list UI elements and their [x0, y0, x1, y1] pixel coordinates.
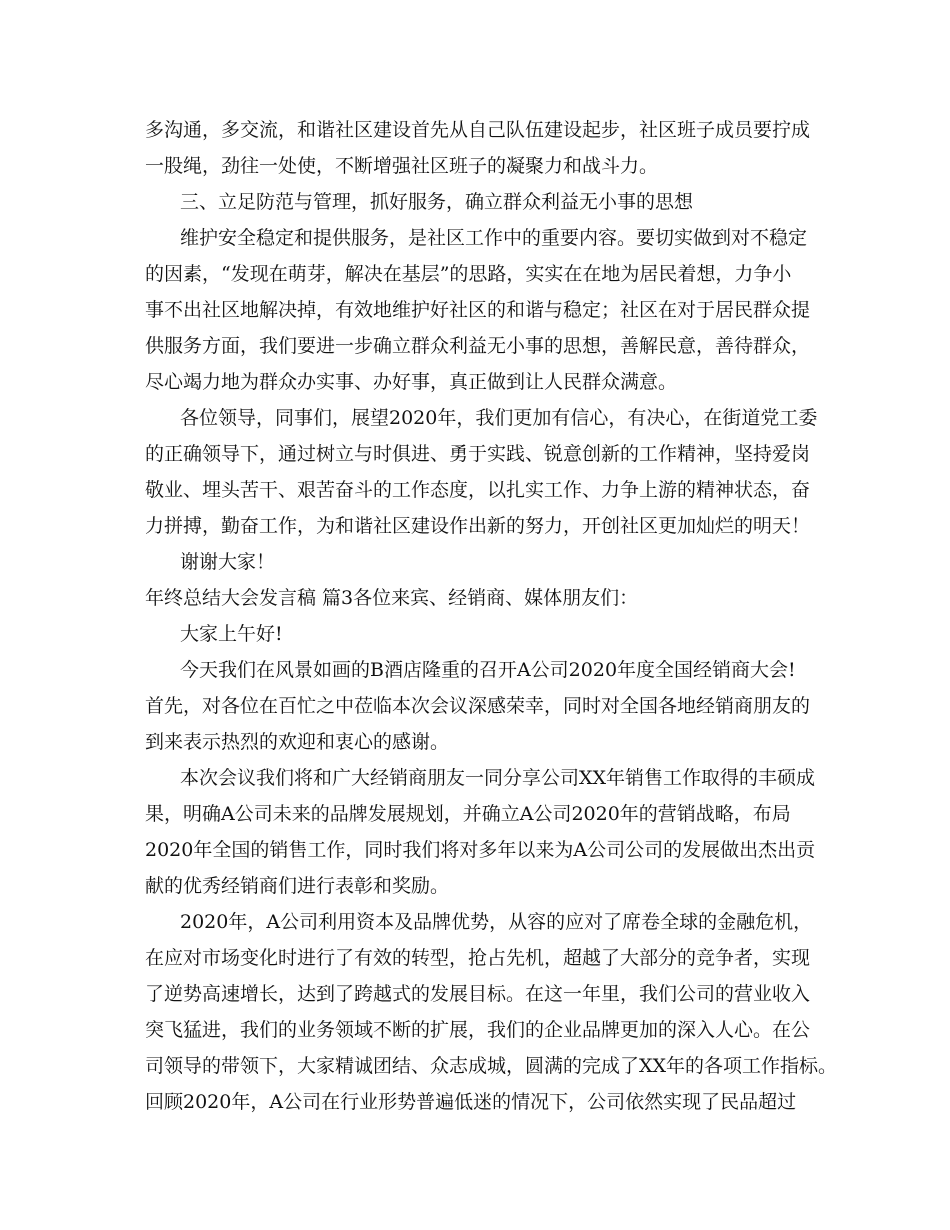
text-line: 的正确领导下，通过树立与时俱进、勇于实践、锐意创新的工作精神，坚持爱岗: [145, 443, 811, 465]
text-line: 一股绳，劲往一处使，不断增强社区班子的凝聚力和战斗力。: [145, 155, 659, 177]
text-line: 维护安全稳定和提供服务，是社区工作中的重要内容。要切实做到对不稳定: [180, 227, 808, 249]
text-line: 本次会议我们将和广大经销商朋友一同分享公司XX年销售工作取得的丰硕成: [180, 767, 816, 789]
text-line: 供服务方面，我们要进一步确立群众利益无小事的思想，善解民意，善待群众，: [145, 335, 811, 357]
text-line: 谢谢大家！: [180, 551, 276, 573]
text-line: 各位领导，同事们，展望2020年，我们更加有信心，有决心，在街道党工委: [180, 407, 818, 429]
text-line: 在应对市场变化时进行了有效的转型，抢占先机，超越了大部分的竞争者，实现: [145, 947, 811, 969]
text-line: 2020年全国的销售工作，同时我们将对多年以来为A公司公司的发展做出杰出贡: [145, 839, 816, 861]
text-line: 多沟通，多交流，和谐社区建设首先从自己队伍建设起步，社区班子成员要拧成: [145, 119, 811, 141]
text-line: 了逆势高速增长，达到了跨越式的发展目标。在这一年里，我们公司的营业收入: [145, 983, 811, 1005]
text-line: 力拼搏，勤奋工作，为和谐社区建设作出新的努力，开创社区更加灿烂的明天！: [145, 515, 811, 537]
text-line: 事不出社区地解决掉，有效地维护好社区的和谐与稳定；社区在对于居民群众提: [145, 299, 811, 321]
text-line: 敬业、埋头苦干、艰苦奋斗的工作态度，以扎实工作、力争上游的精神状态，奋: [145, 479, 811, 501]
text-line: 果，明确A公司未来的品牌发展规划，并确立A公司2020年的营销战略，布局: [145, 803, 791, 825]
text-line: 的因素，“发现在萌芽，解决在基层”的思路，实实在在地为居民着想，力争小: [145, 263, 792, 285]
section-heading: 三、立足防范与管理，抓好服务，确立群众利益无小事的思想: [180, 191, 694, 213]
text-line: 献的优秀经销商们进行表彰和奖励。: [145, 875, 450, 897]
text-line: 回顾2020年，A公司在行业形势普遍低迷的情况下，公司依然实现了民品超过: [145, 1091, 797, 1113]
text-line: 司领导的带领下，大家精诚团结、众志成城，圆满的完成了XX年的各项工作指标。: [145, 1055, 838, 1077]
text-line: 今天我们在风景如画的B酒店隆重的召开A公司2020年度全国经销商大会!: [180, 659, 796, 681]
text-line: 首先，对各位在百忙之中莅临本次会议深感荣幸，同时对全国各地经销商朋友的: [145, 695, 811, 717]
text-line: 尽心竭力地为群众办实事、办好事，真正做到让人民群众满意。: [145, 371, 678, 393]
text-line: 大家上午好!: [180, 623, 283, 645]
text-line: 突飞猛进，我们的业务领域不断的扩展，我们的企业品牌更加的深入人心。在公: [145, 1019, 811, 1041]
text-line: 2020年，A公司利用资本及品牌优势，从容的应对了席卷全球的金融危机，: [180, 911, 813, 933]
article-title: 年终总结大会发言稿 篇3各位来宾、经销商、媒体朋友们：: [145, 587, 639, 609]
text-line: 到来表示热烈的欢迎和衷心的感谢。: [145, 731, 450, 753]
